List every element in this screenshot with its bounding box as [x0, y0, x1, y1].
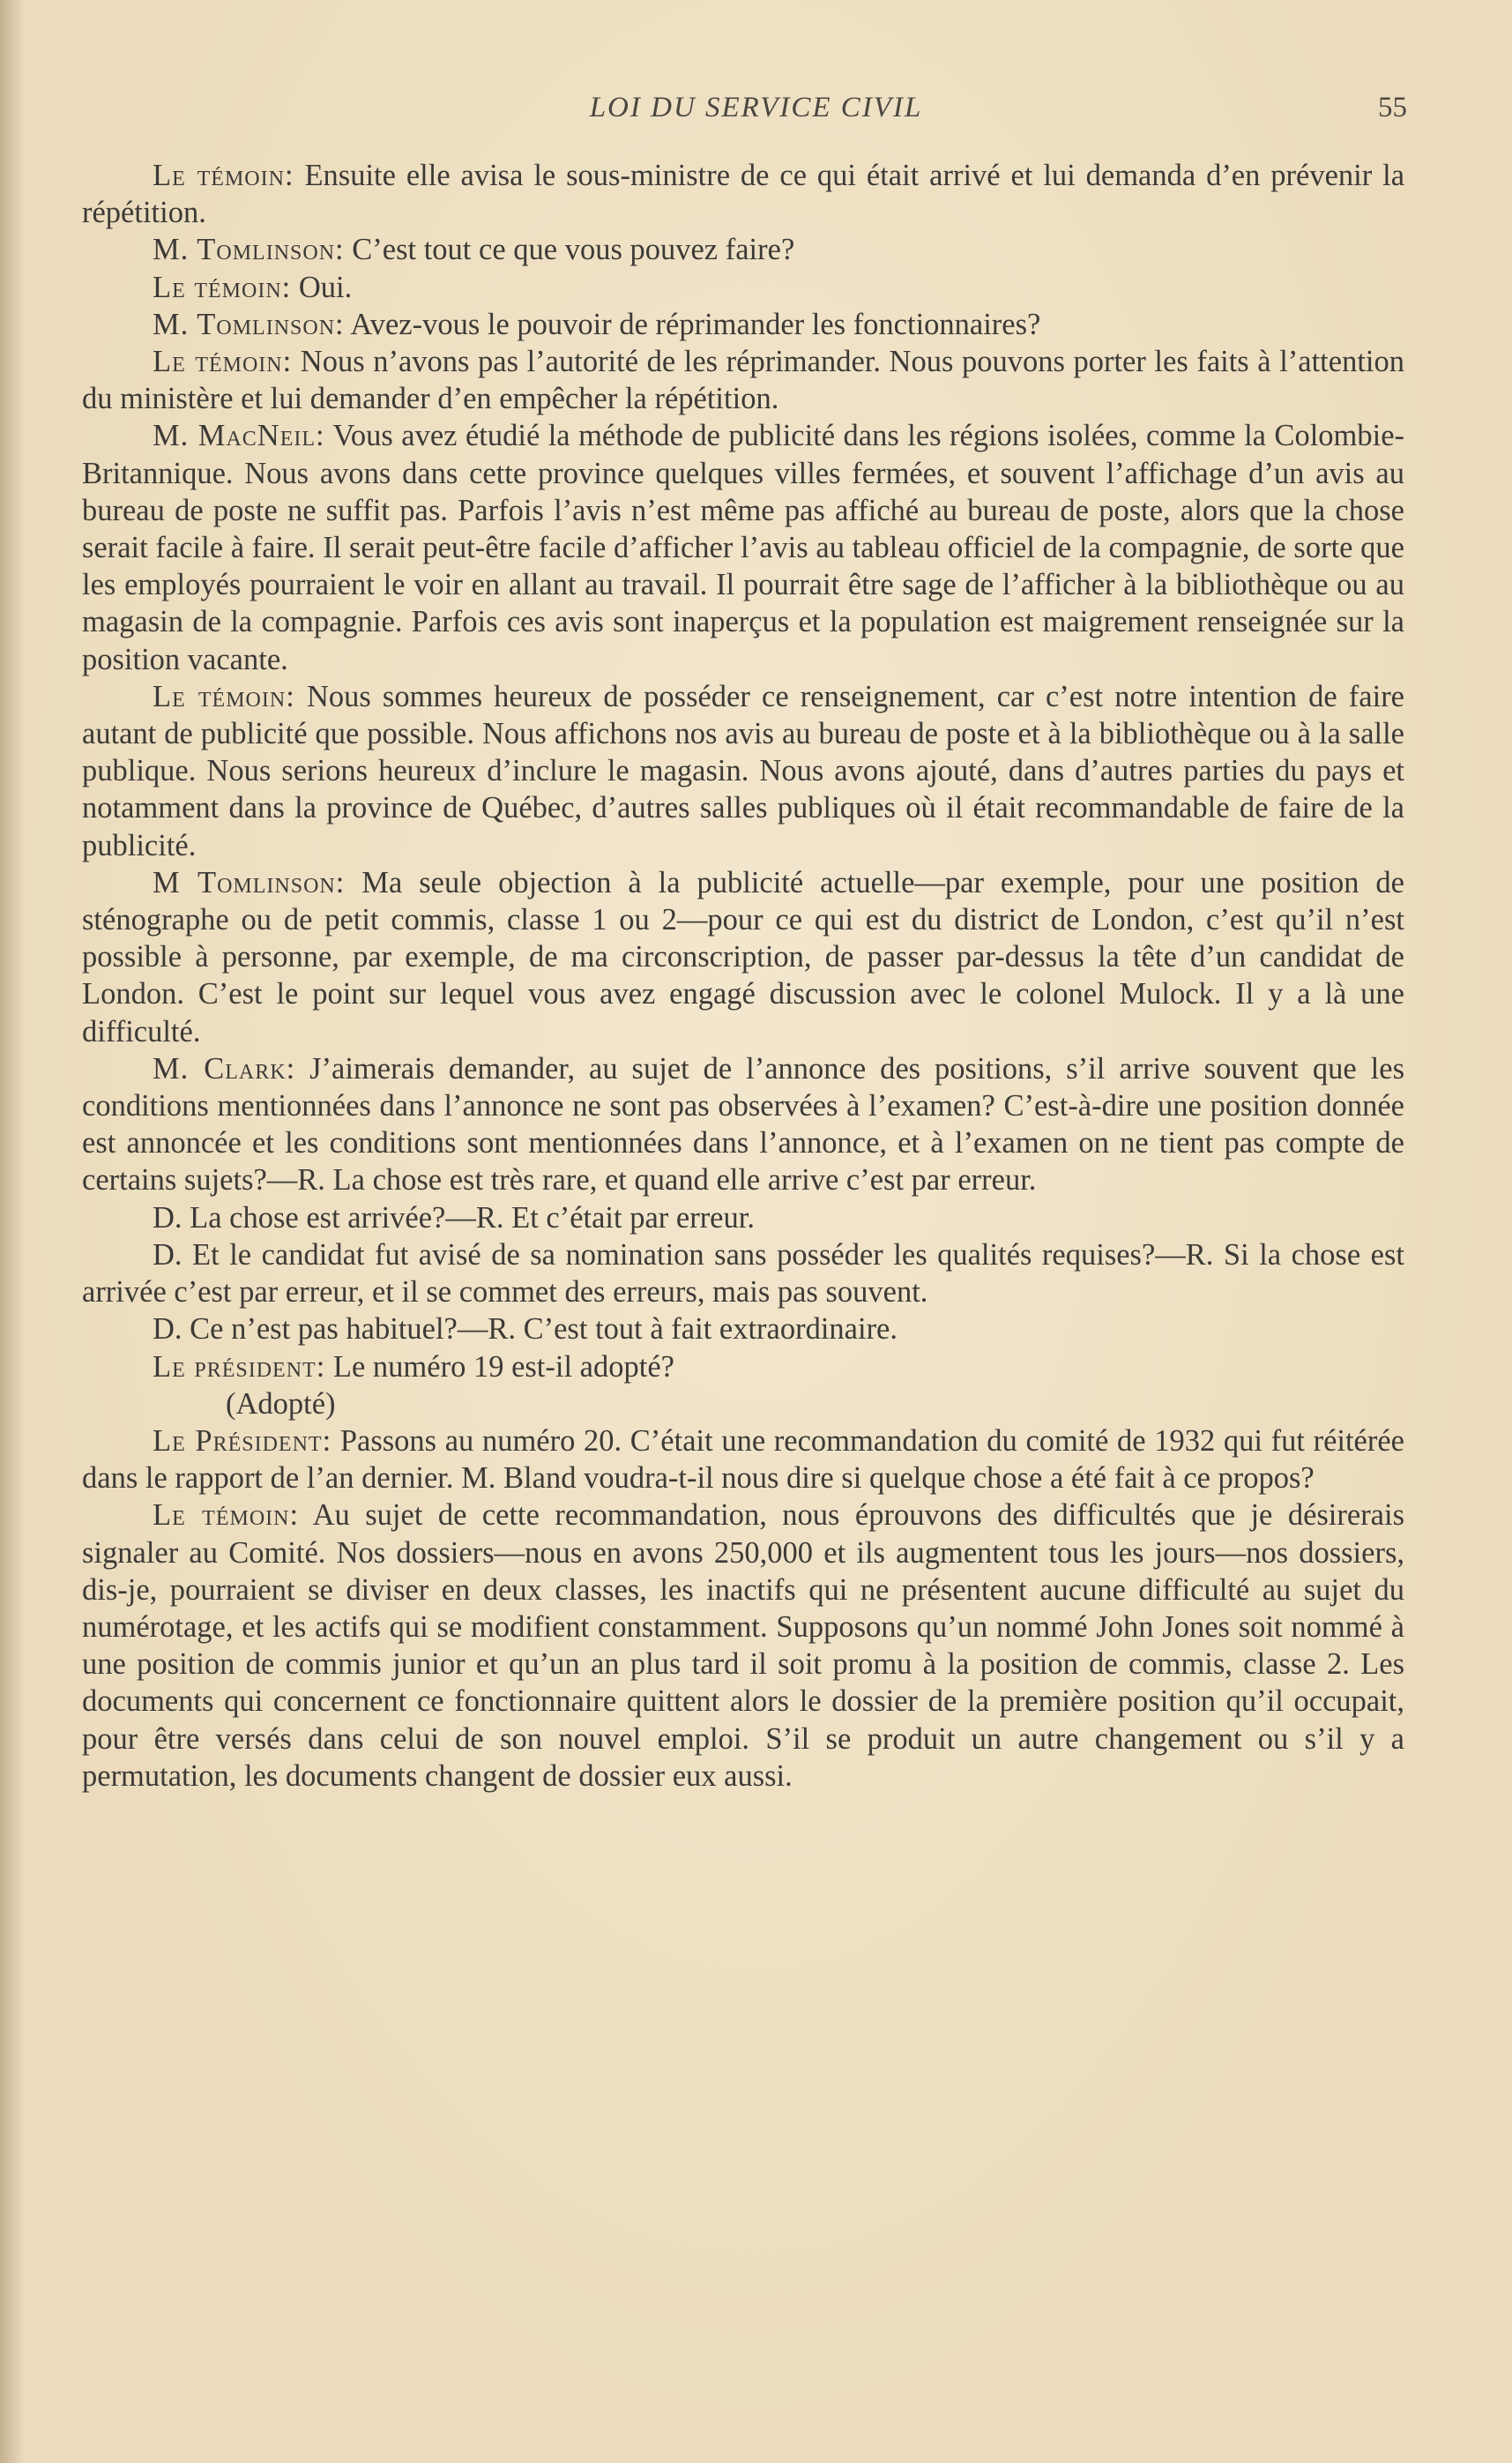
- paragraph: [82, 1348, 1404, 1385]
- speaker-label: Le témoin:: [153, 1498, 300, 1533]
- paragraph-text: D. Et le candidat fut avisé de sa nomination sans posséder les qualités requises?—R. Si la chose est arrivée c’est par erreur, et il se commet des erreurs, mais pas souvent.: [82, 1237, 1404, 1310]
- paragraph: [82, 864, 1404, 1050]
- paragraph-text: Passons au numéro 20. C’était une recommandation du comité de 1932 qui fut réitérée dans le rapport de l’an dernier. M. Bland voudra-t-il nous dire si quelque chose a été fait à ce propos?: [82, 1423, 1404, 1496]
- paragraph: [82, 306, 1404, 343]
- binding-shadow: [0, 0, 25, 2463]
- paragraph: [82, 1422, 1404, 1496]
- page-number: 55: [1378, 92, 1407, 123]
- page-header: [0, 92, 1512, 131]
- paragraph: [82, 157, 1404, 231]
- speaker-label: M Tomlinson:: [153, 865, 346, 899]
- paragraph: [82, 678, 1404, 864]
- adopted-note: [82, 1385, 1404, 1422]
- body-text: [82, 157, 1404, 1795]
- paragraph: [82, 343, 1404, 417]
- paragraph-text: Avez-vous le pouvoir de réprimander les fonctionnaires?: [344, 307, 1041, 341]
- paragraph: [82, 269, 1404, 306]
- paragraph-text: C’est tout ce que vous pouvez faire?: [344, 233, 795, 267]
- running-title: LOI DU SERVICE CIVIL: [589, 92, 923, 123]
- speaker-label: M. Tomlinson:: [153, 233, 345, 267]
- paragraph-text: Au sujet de cette recommandation, nous éprouvons des difficultés que je désirerais signaler au Comité. Nos dossiers—nous en avons 250,000 et ils augmentent tous les jours—nos dossiers, dis-je, pourraient se diviser en deux classes, les inactifs qui ne présentent aucune difficulté au sujet du numérotage, et les actifs qui se modifient constamment. Supposons qu’un nommé John Jones soit nommé à une position de commis junior et qu’un an plus tard il soit promu à la position de commis, classe 2. Les documents qui concernent ce fonctionnaire quittent alors le dossier de la première position qu’il occupait, pour être versés dans celui de son nouvel emploi. S’il se produit un autre changement ou s’il y a permutation, les documents changent de dossier eux aussi.: [82, 1498, 1405, 1793]
- paragraph: [82, 1050, 1404, 1199]
- paragraph-text: (Adopté): [226, 1386, 336, 1421]
- paragraph-text: Nous sommes heureux de posséder ce renseignement, car c’est notre intention de faire autant de publicité que possible. Nous affichons nos avis au bureau de poste et à la bibliothèque ou à la salle publique. Nous serions heureux d’inclure le magasin. Nous avons ajouté, dans d’autres parties du pays et notamment dans la province de Québec, d’autres salles publiques où il était recommandable de faire de la publicité.: [82, 679, 1404, 862]
- paragraph: [82, 1310, 1404, 1347]
- paragraph: [82, 417, 1404, 677]
- speaker-label: Le témoin:: [153, 345, 293, 379]
- paragraph-text: D. La chose est arrivée?—R. Et c’était par erreur.: [153, 1200, 755, 1235]
- speaker-label: Le témoin:: [153, 270, 292, 304]
- paragraph-text: Le numéro 19 est-il adopté?: [325, 1349, 674, 1384]
- speaker-label: M. Clark:: [153, 1051, 296, 1086]
- paragraph-text: Vous avez étudié la méthode de publicité dans les régions isolées, comme la Colombie-Britannique. Nous avons dans cette province quelques villes fermées, et souvent l’affichage d’un avis au bureau de poste ne suffit pas. Parfois l’avis n’est même pas affiché au bureau de poste, alors que la chose serait facile à faire. Il serait peut-être facile d’afficher l’avis au tableau officiel de la compagnie, de sorte que les employés pourraient le voir en allant au travail. Il pourrait être sage de l’afficher à la bibliothèque ou au magasin de la compagnie. Parfois ces avis sont inaperçus et la population est maigrement renseignée sur la position vacante.: [82, 419, 1405, 676]
- paragraph-text: D. Ce n’est pas habituel?—R. C’est tout à fait extraordinaire.: [153, 1312, 898, 1347]
- paragraph: [82, 1199, 1404, 1236]
- speaker-label: Le président:: [153, 1349, 326, 1384]
- paragraph-text: Ensuite elle avisa le sous-ministre de ce qui était arrivé et lui demanda d’en prévenir la répétition.: [82, 159, 1405, 230]
- paragraph: [82, 1496, 1404, 1795]
- speaker-label: Le Président:: [153, 1423, 332, 1458]
- paragraph-text: Nous n’avons pas l’autorité de les réprimander. Nous pouvons porter les faits à l’attention du ministère et lui demander d’en empêcher la répétition.: [82, 345, 1404, 416]
- speaker-label: Le témoin:: [153, 159, 294, 192]
- paragraph: [82, 1236, 1404, 1310]
- speaker-label: M. Tomlinson:: [153, 307, 345, 341]
- speaker-label: M. MacNeil:: [153, 419, 325, 453]
- speaker-label: Le témoin:: [153, 679, 295, 713]
- paragraph-text: J’aimerais demander, au sujet de l’annonce des positions, s’il arrive souvent que les conditions mentionnées dans l’annonce ne sont pas observées à l’examen? C’est-à-dire une position donnée est annoncée et les conditions sont mentionnées dans l’annonce, et à l’examen on ne tient pas compte de certains sujets?—R. La chose est très rare, et quand elle arrive c’est par erreur.: [82, 1051, 1404, 1198]
- paragraph-text: Oui.: [291, 270, 353, 304]
- paragraph-text: Ma seule objection à la publicité actuelle—par exemple, pour une position de sténographe ou de petit commis, classe 1 ou 2—pour ce qui est du district de London, c’est qu’il n’est possible à personne, par exemple, de ma circonscription, de passer par-dessus la tête d’un candidat de London. C’est le point sur lequel vous avez engagé discussion avec le colonel Mulock. Il y a là une difficulté.: [82, 865, 1404, 1049]
- paragraph: [82, 231, 1404, 268]
